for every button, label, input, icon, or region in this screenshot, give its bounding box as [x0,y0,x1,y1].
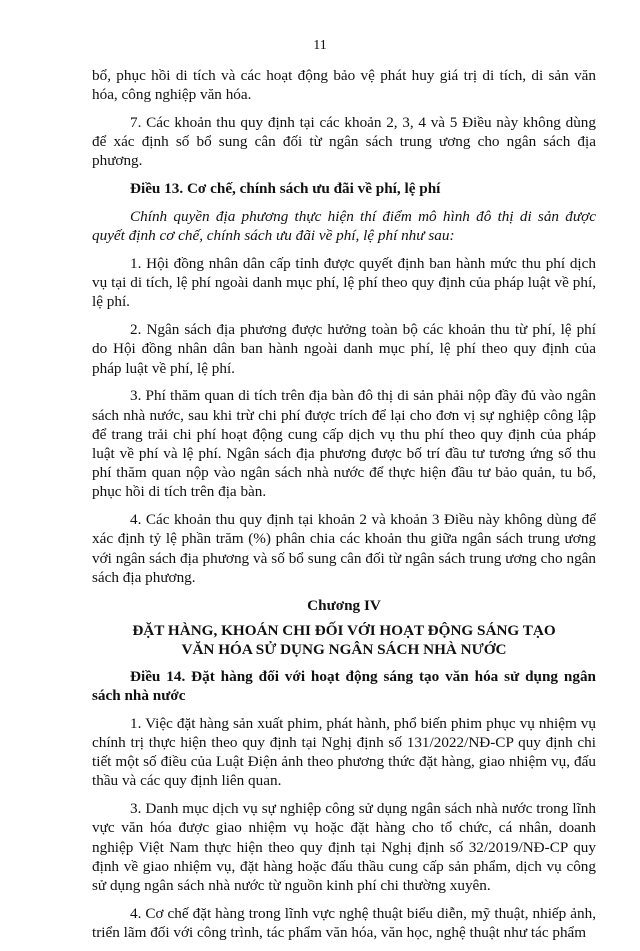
article-14-heading: Điều 14. Đặt hàng đối với hoạt động sáng tạo văn hóa sử dụng ngân sách nhà nước [92,667,596,705]
article-13-clause-1: 1. Hội đồng nhân dân cấp tỉnh được quyết định ban hành mức thu phí dịch vụ tại di tích, lệ phí ngoài danh mục phí, lệ phí theo quy định của pháp luật về phí, lệ phí. [92,255,596,311]
chapter-title [92,621,596,659]
article-14-clause-3: 3. Danh mục dịch vụ sự nghiệp công sử dụng ngân sách nhà nước trong lĩnh vực văn hóa được giao nhiệm vụ hoặc đặt hàng cho tổ chức, cá nhân, doanh nghiệp Việt Nam thực hiện theo quy định tại Nghị định số 32/2019/NĐ-CP quy định về giao nhiệm vụ, đặt hàng hoặc đấu thầu cung cấp sản phẩm, dịch vụ công sử dụng ngân sách nhà nước từ nguồn kinh phí chi thường xuyên. [92,800,596,895]
chapter-title-line-2: VĂN HÓA SỬ DỤNG NGÂN SÁCH NHÀ NƯỚC [181,640,507,658]
article-13-heading: Điều 13. Cơ chế, chính sách ưu đãi về phí, lệ phí [130,180,441,198]
article-14-clause-1: 1. Việc đặt hàng sản xuất phim, phát hành, phổ biến phim phục vụ nhiệm vụ chính trị thực hiện theo quy định tại Nghị định số 131/2022/NĐ-CP quy định chi tiết một số điều của Luật Điện ảnh theo phương thức đặt hàng, giao nhiệm vụ, đấu thầu và các quy định liên quan. [92,714,596,790]
article-14-clause-4: 4. Cơ chế đặt hàng trong lĩnh vực nghệ thuật biểu diễn, mỹ thuật, nhiếp ảnh, triển lãm đối với công trình, tác phẩm văn hóa, văn học, nghệ thuật như tác phẩm [92,904,596,942]
page-number: 11 [313,38,327,53]
article-13-clause-4: 4. Các khoản thu quy định tại khoản 2 và khoản 3 Điều này không dùng để xác định tỷ lệ phần trăm (%) phân chia các khoản thu giữa ngân sách trung ương với ngân sách địa phương và số bổ sung cân đối từ ngân sách trung ương cho ngân sách địa phương. [92,511,596,586]
chapter-label: Chương IV [307,596,381,614]
article-13-intro: Chính quyền địa phương thực hiện thí điểm mô hình đô thị di sản được quyết định cơ chế, chính sách ưu đãi về phí, lệ phí như sau: [92,208,596,245]
paragraph-clause-7: 7. Các khoản thu quy định tại các khoản 2, 3, 4 và 5 Điều này không dùng để xác định số bổ sung cân đối từ ngân sách trung ương cho ngân sách địa phương. [92,114,596,170]
article-13-clause-2: 2. Ngân sách địa phương được hưởng toàn bộ các khoản thu từ phí, lệ phí do Hội đồng nhân dân ban hành ngoài danh mục phí, lệ phí theo quy định của pháp luật về phí, lệ phí. [92,321,596,377]
chapter-title-line-1: ĐẶT HÀNG, KHOÁN CHI ĐỐI VỚI HOẠT ĐỘNG SÁNG TẠO [132,621,556,639]
paragraph-continuation: bổ, phục hồi di tích và các hoạt động bảo vệ phát huy giá trị di tích, di sản văn hóa, công nghiệp văn hóa. [92,67,596,104]
article-13-clause-3: 3. Phí thăm quan di tích trên địa bàn đô thị di sản phải nộp đầy đủ vào ngân sách nhà nước, sau khi trừ chi phí được trích để lại cho đơn vị sự nghiệp công lập để trang trải chi phí hoạt động cung cấp dịch vụ thu phí theo quy định của pháp luật về phí và lệ phí. Ngân sách địa phương được bố trí đầu tư tương ứng số thu phí thăm quan nộp vào ngân sách nhà nước để thực hiện đầu tư bảo quản, tu bổ, phục hồi di tích trên địa bàn. [92,387,596,501]
document-body [92,66,596,951]
